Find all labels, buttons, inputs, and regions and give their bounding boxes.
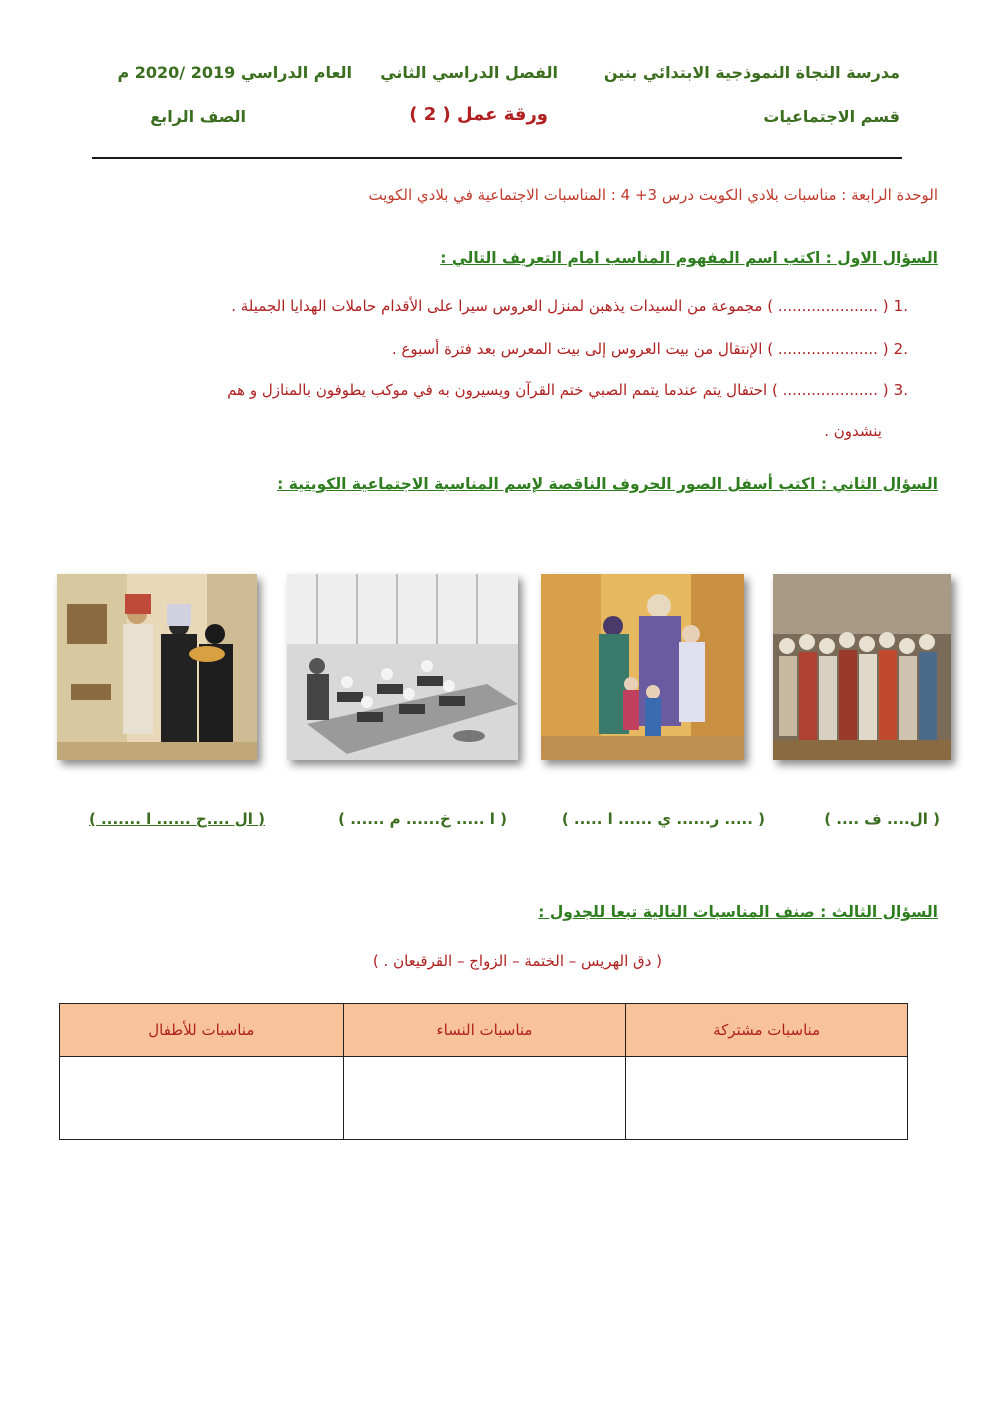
- unit-lesson-line: الوحدة الرابعة : مناسبات بلادي الكويت درس 3+ 4 : المناسبات الاجتماعية في بلادي الكويت: [368, 186, 938, 204]
- item-text: ( .................... ) احتفال يتم عندما يتمم الصبي ختم القرآن ويسيرون به في موكب يطوفون بالمنازل و هم: [227, 381, 889, 399]
- photo-street-scene: [57, 574, 257, 760]
- semester-label: الفصل الدراسي الثاني: [380, 63, 558, 82]
- question-1-item: [392, 339, 908, 358]
- item-3-continuation: ينشدون .: [824, 422, 882, 440]
- academic-year: العام الدراسي 2019 /2020 م: [117, 63, 352, 82]
- photo-women-children: [541, 574, 744, 760]
- caption-photo-3: ( ا ..... خ...... م ...... ): [338, 810, 507, 828]
- question-1-item: [227, 380, 908, 399]
- grade-label: الصف الرابع: [150, 107, 246, 126]
- column-children-occasions: مناسبات للأطفال: [60, 1004, 344, 1057]
- answer-cell-children[interactable]: [60, 1057, 344, 1140]
- header-divider: [92, 157, 902, 159]
- photo-classroom: [287, 574, 518, 760]
- item-text: ( ..................... ) الإنتقال من بيت العروس إلى بيت المعرس بعد فترة أسبوع .: [391, 340, 889, 358]
- answer-cell-shared[interactable]: [626, 1057, 908, 1140]
- word-bank: ( دق الهريس – الختمة – الزواج – القرقيعان . ): [372, 952, 662, 970]
- column-shared-occasions: مناسبات مشتركة: [626, 1004, 908, 1057]
- item-text: ( ..................... ) مجموعة من السيدات يذهبن لمنزل العروس سيرا على الأقدام حاملات الهدايا الجميلة .: [231, 297, 889, 315]
- item-number: .1: [893, 297, 908, 315]
- question-3-title: السؤال الثالث : صنف المناسبات التالية تبعا للجدول :: [538, 903, 938, 921]
- item-number: .2: [893, 340, 908, 358]
- answer-cell-women[interactable]: [343, 1057, 626, 1140]
- department-label: قسم الاجتماعيات: [763, 107, 900, 126]
- school-name: مدرسة النجاة النموذجية الابتدائي بنين: [603, 63, 900, 82]
- question-1-item: [231, 296, 908, 315]
- classification-table: [59, 1003, 908, 1140]
- column-women-occasions: مناسبات النساء: [343, 1004, 626, 1057]
- caption-photo-2: ( ..... ر...... ي ...... ا ..... ): [561, 810, 765, 828]
- question-2-title: السؤال الثاني : اكتب أسفل الصور الحروف الناقصة لإسم المناسبة الاجتماعية الكويتية :: [277, 475, 938, 493]
- worksheet-title: ورقة عمل ( 2 ): [409, 104, 548, 125]
- caption-photo-4: ( ال ....ح ...... ا ....... ): [88, 810, 265, 828]
- question-1-title: السؤال الاول : اكتب اسم المفهوم المناسب امام التعريف التالي :: [440, 249, 938, 267]
- item-number: .3: [893, 381, 908, 399]
- photo-procession: [773, 574, 951, 760]
- caption-photo-1: ( ال.... ف .... ): [824, 810, 940, 828]
